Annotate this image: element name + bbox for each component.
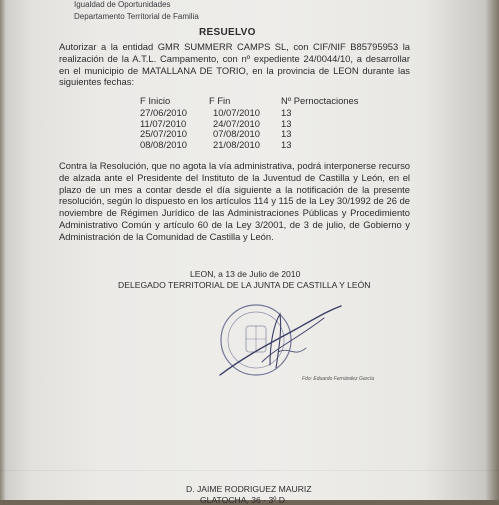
- resolution-heading: RESUELVO: [199, 27, 256, 38]
- start-date: 27/06/2010: [140, 106, 187, 118]
- header-line-1: Igualdad de Oportunidades: [74, 0, 171, 9]
- page-shadow-left: [0, 0, 6, 500]
- recipient-name: D. JAIME RODRIGUEZ MAURIZ: [186, 484, 312, 494]
- column-header-nights: Nº Pernoctaciones: [281, 95, 359, 106]
- header-line-2: Departamento Territorial de Familia: [74, 12, 199, 21]
- column-header-end: F Fin: [209, 95, 231, 106]
- page-shadow-right: [485, 0, 499, 500]
- dates-table: [140, 96, 371, 151]
- nights: 13: [281, 128, 292, 140]
- resolution-paragraph-1: Autorizar a la entidad GMR SUMMERR CAMPS SL, con CIF/NIF B85795953 la realización de la A.T.L. Campamento, con nº expediente 24/0044/10, a desarrollar en el municipio de MATALLANA DE TORIO, en la provincia de LEON durante las siguientes fechas:: [59, 41, 410, 88]
- start-date: 11/07/2010: [140, 117, 187, 129]
- resolution-paragraph-2: Contra la Resolución, que no agota la vía administrativa, podrá interponerse recurso de alzada ante el Presidente del Instituto de la Juventud de Castilla y León, en el plazo de un mes a contar desde el día siguiente a la notificación de la presente resolución, según lo dispuesto en los artículos 114 y 115 de la Ley 30/1992 de 26 de noviembre de Régimen Jurídico de las Administraciones Públicas y Procedimiento Administrativo Común y artículo 60 de la Ley 3/2001, de 3 de julio, de Gobierno y Administración de la Comunidad de Castilla y León.: [59, 160, 410, 242]
- table-row: [140, 108, 371, 119]
- signatory-title: DELEGADO TERRITORIAL DE LA JUNTA DE CASTILLA Y LEÓN: [118, 280, 371, 290]
- nights: 13: [281, 117, 292, 129]
- table-row: [140, 140, 371, 151]
- column-header-start: F Inicio: [140, 95, 171, 106]
- end-date: 10/07/2010: [213, 106, 260, 118]
- end-date: 21/08/2010: [213, 139, 260, 151]
- recipient-address: GLATOCHA, 36 - 3º D: [200, 495, 285, 505]
- nights: 13: [281, 139, 292, 151]
- signer-name: Fdo: Eduardo Fernández García: [302, 376, 374, 382]
- nights: 13: [281, 106, 292, 118]
- end-date: 24/07/2010: [213, 117, 260, 129]
- start-date: 08/08/2010: [140, 139, 187, 151]
- end-date: 07/08/2010: [213, 128, 260, 140]
- divider: [0, 470, 499, 471]
- start-date: 25/07/2010: [140, 128, 187, 140]
- place-and-date: LEON, a 13 de Julio de 2010: [190, 269, 301, 279]
- official-stamp-and-signature: [218, 302, 358, 378]
